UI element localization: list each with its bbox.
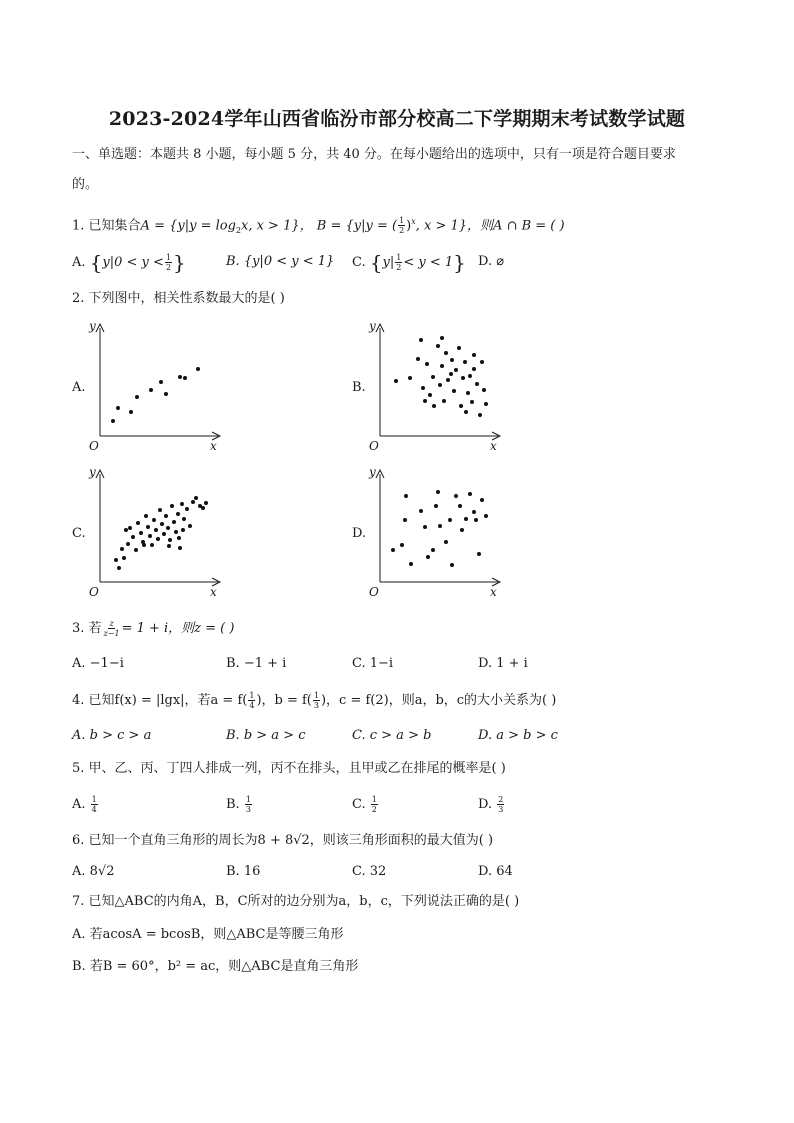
scatter-point — [152, 518, 156, 522]
x-axis-label: x — [210, 439, 217, 453]
question-4-stem — [72, 691, 556, 710]
scatter-point — [136, 521, 140, 525]
question-7-stem: 7. 已知△ABC的内角A，B，C所对的边分别为a，b，c，下列说法正确的是( ) — [72, 894, 520, 909]
q5-option-a-label: A. — [72, 797, 86, 812]
q1-intro: 1. 已知集合 — [72, 218, 141, 234]
q5-option-a — [72, 795, 99, 814]
section-instructions-line2: 的。 — [72, 177, 99, 192]
scatter-point — [148, 534, 152, 538]
q2-label-a: A. — [72, 380, 86, 395]
q1-half-den: 2 — [399, 226, 405, 236]
q5-option-a-fraction — [91, 795, 98, 814]
q5-option-b-fraction — [245, 795, 252, 814]
brace-open-icon: { — [89, 250, 103, 275]
scatter-point — [454, 368, 458, 372]
q1-option-a-fraction — [165, 253, 172, 272]
scatter-point — [131, 535, 135, 539]
scatter-point — [160, 522, 164, 526]
scatter-point — [196, 367, 200, 371]
q4-b-num: 1 — [313, 691, 319, 700]
scatter-point — [178, 546, 182, 550]
scatter-point — [421, 386, 425, 390]
q1-option-d: D. ⌀ — [478, 254, 505, 269]
scatter-point — [474, 518, 478, 522]
scatter-point — [444, 351, 448, 355]
q7-option-b: B. 若B = 60°，b² = ac，则△ABC是直角三角形 — [72, 959, 359, 974]
scatter-point — [154, 528, 158, 532]
scatter-point — [416, 357, 420, 361]
scatter-point — [117, 566, 121, 570]
scatter-point — [460, 528, 464, 532]
section-instructions-line1: 一、单选题：本题共 8 小题，每小题 5 分，共 40 分。在每小题给出的选项中，只有一项是符合题目要求 — [72, 147, 676, 162]
scatter-point — [434, 504, 438, 508]
q1-set-b-rest: , x > 1}，则 — [415, 218, 494, 234]
y-axis-label: y — [369, 319, 376, 333]
q5-option-b-label: B. — [226, 797, 240, 812]
q5-option-d — [478, 795, 505, 814]
scatter-point — [183, 376, 187, 380]
scatter-point — [172, 520, 176, 524]
q1-log-base: 2 — [235, 225, 241, 235]
scatter-point — [468, 374, 472, 378]
scatter-point — [464, 517, 468, 521]
q2-label-c: C. — [72, 526, 86, 541]
y-axis-label: y — [89, 465, 96, 479]
q4-option-d: D. a > b > c — [478, 728, 558, 743]
scatter-point — [463, 360, 467, 364]
q7-option-a: A. 若acosA = bcosB，则△ABC是等腰三角形 — [72, 927, 344, 942]
q5-c-den: 2 — [371, 805, 377, 814]
q5-option-d-label: D. — [478, 797, 493, 812]
x-axis-label: x — [490, 585, 497, 599]
scatter-point — [484, 402, 488, 406]
scatter-plot-a — [86, 318, 226, 454]
scatter-point — [114, 558, 118, 562]
scatter-point — [436, 344, 440, 348]
scatter-point — [480, 360, 484, 364]
q5-b-den: 3 — [245, 805, 251, 814]
q5-d-den: 3 — [498, 805, 504, 814]
q1-option-b: B. {y|0 < y < 1} — [226, 254, 335, 269]
x-axis-label: x — [490, 439, 497, 453]
scatter-point — [178, 375, 182, 379]
scatter-point — [166, 526, 170, 530]
scatter-point — [475, 382, 479, 386]
q1-set-b-def: B = {y|y = ( — [316, 218, 398, 234]
q4-b-fraction — [313, 691, 320, 710]
scatter-point — [472, 510, 476, 514]
q1-set-a-def: A = {y|y = log — [140, 218, 236, 234]
scatter-point — [188, 524, 192, 528]
y-axis-label: y — [369, 465, 376, 479]
q1-option-c-label: C. — [352, 255, 366, 270]
q4-option-a: A. b > c > a — [72, 728, 152, 743]
q5-d-num: 2 — [498, 795, 504, 804]
scatter-point — [201, 506, 205, 510]
scatter-point — [448, 518, 452, 522]
q3-num: z — [109, 619, 114, 628]
scatter-point — [484, 514, 488, 518]
origin-label: O — [369, 439, 379, 453]
q1-option-c — [352, 250, 466, 275]
q5-option-c-fraction — [371, 795, 378, 814]
q3-option-b: B. −1 + i — [226, 656, 287, 671]
q2-label-b: B. — [352, 380, 366, 395]
brace-open-icon: { — [369, 250, 383, 275]
q1-option-a-den: 2 — [165, 263, 172, 272]
scatter-plot-d — [366, 464, 506, 600]
q4-a-den: 4 — [249, 701, 255, 710]
brace-close-icon: } — [173, 250, 186, 275]
scatter-point — [176, 512, 180, 516]
q4-rest: )，c = f(2)，则a，b，c的大小关系为( ) — [320, 693, 557, 708]
q3-option-a: A. −1−i — [72, 656, 124, 671]
scatter-point — [149, 388, 153, 392]
scatter-point — [446, 378, 450, 382]
q6-option-d: D. 64 — [478, 864, 513, 879]
scatter-point — [426, 555, 430, 559]
origin-label: O — [89, 439, 99, 453]
scatter-point — [459, 404, 463, 408]
scatter-point — [478, 413, 482, 417]
page-title: 2023-2024学年山西省临汾市部分校高二下学期期末考试数学试题 — [108, 108, 686, 130]
scatter-point — [432, 404, 436, 408]
scatter-point — [204, 501, 208, 505]
scatter-point — [156, 537, 160, 541]
scatter-point — [182, 517, 186, 521]
scatter-point — [436, 490, 440, 494]
scatter-point — [164, 514, 168, 518]
scatter-point — [139, 531, 143, 535]
q1-option-c-num: 1 — [396, 253, 402, 262]
scatter-point — [162, 532, 166, 536]
q1-option-c-post: < y < 1 — [403, 255, 454, 270]
question-1-stem — [72, 213, 565, 240]
q4-a-fraction — [248, 691, 255, 710]
scatter-point — [394, 379, 398, 383]
scatter-point — [167, 544, 171, 548]
q4-option-b: B. b > a > c — [226, 728, 306, 743]
q4-option-c: C. c > a > b — [352, 728, 432, 743]
scatter-point — [180, 502, 184, 506]
q3-option-c: C. 1−i — [352, 656, 394, 671]
scatter-point — [480, 498, 484, 502]
question-5-stem: 5. 甲、乙、丙、丁四人排成一列，丙不在排头，且甲或乙在排尾的概率是( ) — [72, 761, 506, 776]
scatter-point — [191, 500, 195, 504]
scatter-point — [158, 508, 162, 512]
scatter-point — [391, 548, 395, 552]
q1-option-a-label: A. — [72, 255, 86, 270]
q1-option-c-fraction — [395, 253, 402, 272]
scatter-point — [400, 543, 404, 547]
scatter-point — [470, 400, 474, 404]
scatter-point — [482, 388, 486, 392]
scatter-plot-b — [366, 318, 506, 454]
q3-rest: = 1 + i，则z = ( ) — [121, 621, 235, 636]
scatter-point — [449, 372, 453, 376]
scatter-point — [177, 536, 181, 540]
scatter-point — [146, 525, 150, 529]
brace-close-icon: } — [453, 250, 466, 275]
scatter-point — [408, 376, 412, 380]
scatter-point — [116, 406, 120, 410]
q1-exponent: x — [411, 217, 416, 226]
question-3-stem — [72, 619, 234, 638]
q6-option-c: C. 32 — [352, 864, 387, 879]
scatter-point — [404, 494, 408, 498]
scatter-point — [159, 380, 163, 384]
scatter-point — [419, 509, 423, 513]
scatter-point — [431, 375, 435, 379]
q5-option-c-label: C. — [352, 797, 366, 812]
scatter-point — [129, 410, 133, 414]
scatter-point — [431, 548, 435, 552]
scatter-point — [477, 552, 481, 556]
y-axis-label: y — [89, 319, 96, 333]
q1-half-fraction — [398, 216, 405, 235]
q3-fraction — [103, 619, 121, 638]
scatter-point — [440, 364, 444, 368]
scatter-point — [425, 362, 429, 366]
scatter-point — [466, 391, 470, 395]
scatter-point — [124, 528, 128, 532]
scatter-point — [438, 524, 442, 528]
scatter-point — [452, 389, 456, 393]
q3-option-d: D. 1 + i — [478, 656, 528, 671]
q5-a-num: 1 — [91, 795, 97, 804]
scatter-point — [150, 543, 154, 547]
q4-b-den: 3 — [313, 701, 319, 710]
q5-c-num: 1 — [371, 795, 377, 804]
scatter-point — [461, 376, 465, 380]
scatter-point — [450, 358, 454, 362]
q5-option-c — [352, 795, 379, 814]
q1-half-num: 1 — [399, 216, 405, 226]
scatter-point — [142, 543, 146, 547]
q5-a-den: 4 — [91, 805, 97, 814]
scatter-point — [164, 392, 168, 396]
scatter-plot-c — [86, 464, 226, 600]
scatter-point — [442, 399, 446, 403]
x-axis-label: x — [210, 585, 217, 599]
scatter-point — [438, 383, 442, 387]
q1-option-c-pre: y| — [382, 255, 395, 270]
origin-label: O — [89, 585, 99, 599]
scatter-point — [111, 419, 115, 423]
scatter-point — [423, 399, 427, 403]
scatter-point — [428, 393, 432, 397]
scatter-point — [128, 526, 132, 530]
q5-b-num: 1 — [245, 795, 251, 804]
scatter-point — [458, 504, 462, 508]
scatter-point — [468, 492, 472, 496]
scatter-point — [403, 518, 407, 522]
q6-option-b: B. 16 — [226, 864, 261, 879]
scatter-point — [457, 346, 461, 350]
scatter-point — [409, 562, 413, 566]
q1-option-a-text: y|0 < y < — [102, 255, 164, 270]
q1-set-a-rest: x, x > 1}， — [241, 218, 313, 234]
scatter-point — [472, 353, 476, 357]
q4-mid: )，b = f( — [256, 693, 312, 708]
q1-option-c-den: 2 — [396, 263, 402, 272]
scatter-point — [170, 504, 174, 508]
question-6-stem: 6. 已知一个直角三角形的周长为8 + 8√2，则该三角形面积的最大值为( ) — [72, 833, 494, 848]
q3-den: z−1 — [103, 629, 120, 638]
scatter-point — [135, 395, 139, 399]
q1-option-a — [72, 250, 186, 275]
scatter-point — [181, 528, 185, 532]
q3-intro: 3. 若 — [72, 621, 102, 636]
scatter-point — [120, 547, 124, 551]
scatter-point — [423, 525, 427, 529]
question-2-stem: 2. 下列图中，相关性系数最大的是( ) — [72, 291, 285, 306]
origin-label: O — [369, 585, 379, 599]
q1-option-a-num: 1 — [165, 253, 172, 262]
q6-option-a: A. 8√2 — [72, 864, 115, 879]
scatter-point — [126, 542, 130, 546]
q1-paren-close: ) — [406, 218, 412, 234]
scatter-point — [174, 530, 178, 534]
scatter-point — [419, 338, 423, 342]
scatter-point — [144, 514, 148, 518]
scatter-point — [122, 556, 126, 560]
q4-intro: 4. 已知f(x) = |lgx|，若a = f( — [72, 693, 248, 708]
q2-label-d: D. — [352, 526, 367, 541]
q4-a-num: 1 — [249, 691, 255, 700]
scatter-point — [450, 563, 454, 567]
scatter-point — [464, 410, 468, 414]
scatter-point — [134, 548, 138, 552]
scatter-point — [444, 540, 448, 544]
q1-ask: A ∩ B = ( ) — [493, 218, 565, 234]
scatter-point — [168, 538, 172, 542]
scatter-point — [185, 507, 189, 511]
q5-option-d-fraction — [497, 795, 504, 814]
scatter-point — [454, 494, 458, 498]
scatter-point — [440, 336, 444, 340]
scatter-point — [472, 367, 476, 371]
scatter-point — [194, 496, 198, 500]
q5-option-b — [226, 795, 253, 814]
